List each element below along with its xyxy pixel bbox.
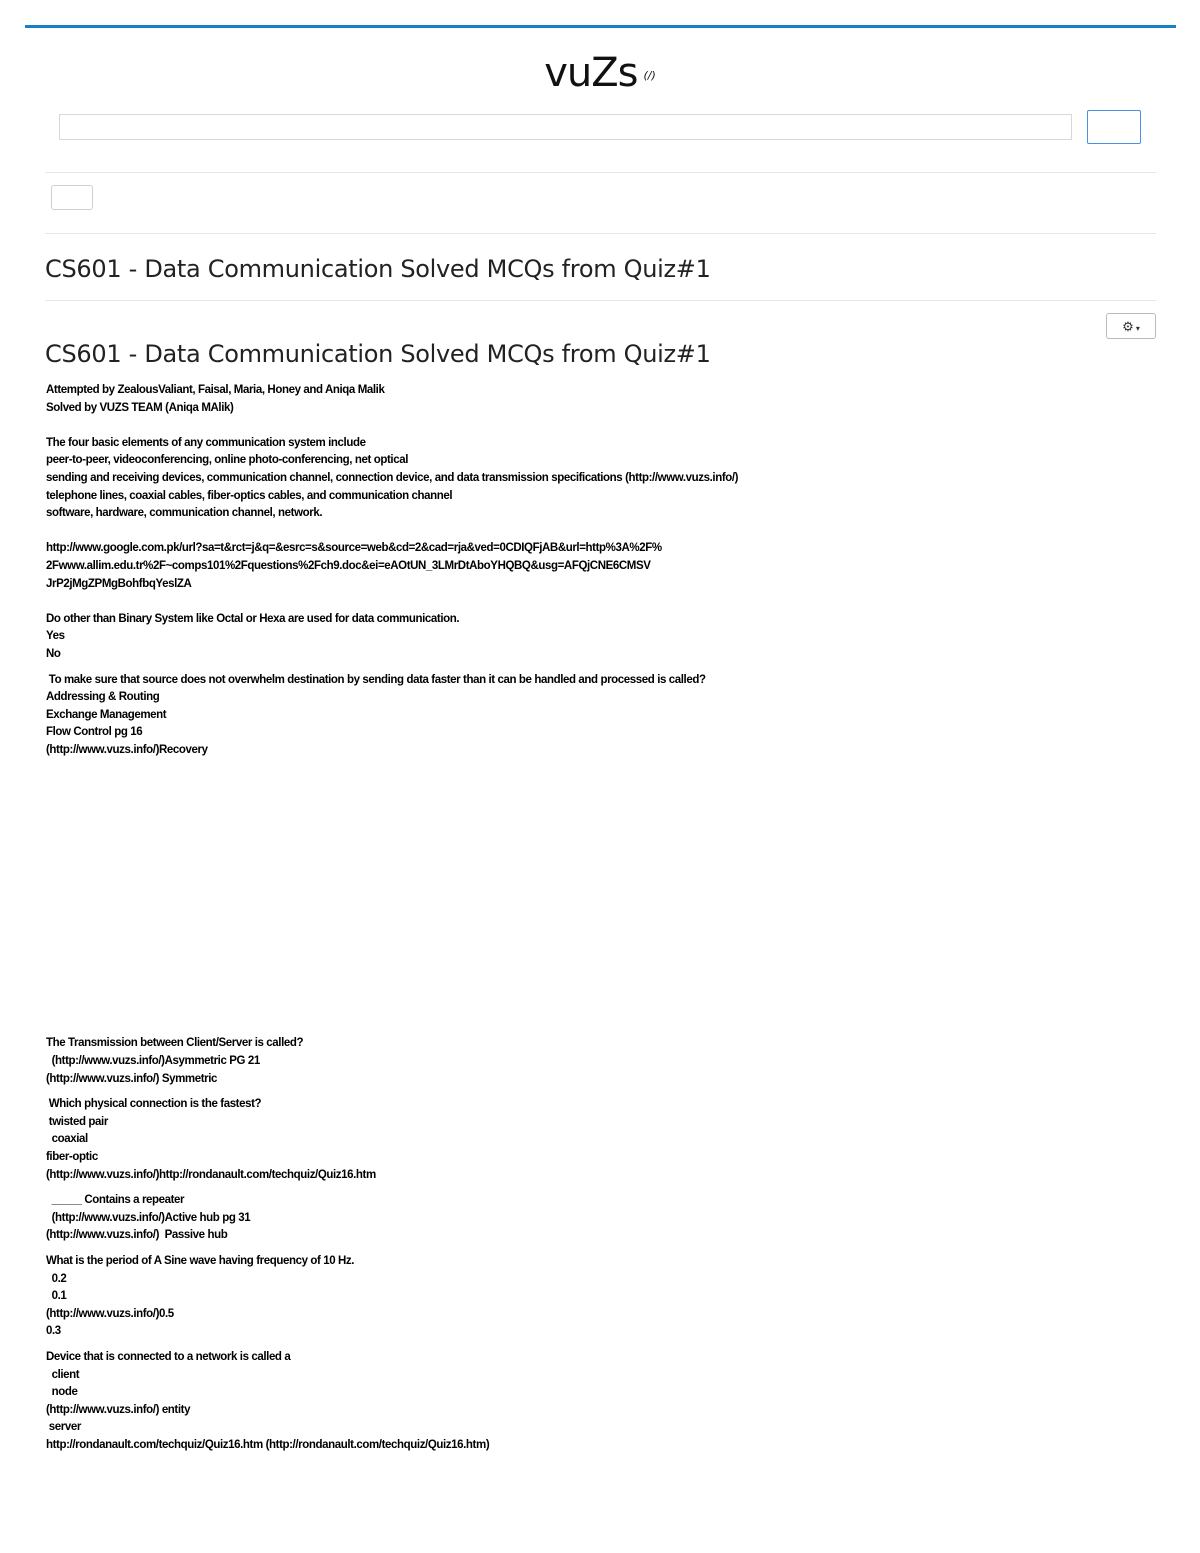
answer-option[interactable]: (http://www.vuzs.info/) entity [46,1403,191,1416]
source-url-line[interactable]: 2Fwww.allim.edu.tr%2F~comps101%2Fquestions%2Fch9.doc&ei=eAOtUN_3LMrDtAboYHQBQ&usg=AFQjCNE6CMSV [46,559,651,572]
answer-option: peer-to-peer, videoconferencing, online photo-conferencing, net optical [46,454,408,467]
question-text: The Transmission between Client/Server is called? [46,1037,304,1050]
answer-option: Exchange Management [46,708,167,721]
question-text: Do other than Binary System like Octal or Hexa are used for data communication. [46,612,460,625]
site-logo[interactable] [0,50,1200,96]
search-button[interactable] [1087,110,1141,144]
logo-text: vuZs [544,50,638,96]
question-text: To make sure that source does not overwhelm destination by sending data faster than it can be handled and processed is called? [46,673,706,686]
answer-option[interactable]: (http://www.vuzs.info/)http://rondanault.com/techquiz/Quiz16.htm [46,1168,376,1181]
answer-option[interactable]: (http://www.vuzs.info/)Recovery [46,743,208,756]
answer-option: client [46,1368,80,1381]
credit-line: Attempted by ZealousValiant, Faisal, Maria, Honey and Aniqa Malik [46,384,385,396]
answer-option[interactable]: (http://www.vuzs.info/)0.5 [46,1307,174,1320]
answer-option: fiber-optic [46,1151,98,1164]
top-accent-bar [25,25,1176,28]
answer-option: Addressing & Routing [46,691,160,704]
answer-option[interactable]: http://rondanault.com/techquiz/Quiz16.htm (http://rondanault.com/techquiz/Quiz16.htm) [46,1438,490,1451]
answer-option: 0.1 [46,1290,67,1303]
logo-home-link[interactable]: (/) [643,68,656,82]
answer-option[interactable]: sending and receiving devices, communication channel, connection device, and data transmission specifications (http://www.vuzs.info/) [46,471,739,484]
question-text: The four basic elements of any communication system include [46,436,366,449]
divider [45,300,1156,301]
answer-option: 0.3 [46,1325,61,1338]
options-dropdown-button[interactable] [1106,313,1156,339]
gear-icon: ⚙ [1122,319,1134,334]
divider [45,172,1156,173]
page-title: CS601 - Data Communication Solved MCQs from Quiz#1 [45,255,711,283]
question-text: What is the period of A Sine wave having frequency of 10 Hz. [46,1255,355,1267]
credit-line: Solved by VUZS TEAM (Aniqa MAlik) [46,401,234,414]
question-text: _____ Contains a repeater [46,1194,185,1207]
answer-option: coaxial [46,1133,88,1146]
answer-option[interactable]: (http://www.vuzs.info/) Passive hub [46,1229,228,1242]
answer-option: node [46,1386,78,1399]
menu-toggle-button[interactable] [51,185,93,210]
answer-option: server [46,1421,81,1434]
question-text: Device that is connected to a network is called a [46,1350,291,1363]
answer-option: No [46,647,61,660]
answer-option: Flow Control pg 16 [46,726,143,739]
answer-option: software, hardware, communication channel, network. [46,507,323,520]
divider [45,233,1156,234]
answer-option: telephone lines, coaxial cables, fiber-optics cables, and communication channel [46,489,453,502]
chevron-down-icon: ▾ [1135,324,1140,333]
search-input[interactable] [59,114,1072,140]
answer-option: Yes [46,630,65,643]
source-url-line[interactable]: JrP2jMgZPMgBohfbqYeslZA [46,577,192,590]
answer-option[interactable]: (http://www.vuzs.info/)Active hub pg 31 [46,1211,251,1224]
question-text: Which physical connection is the fastest? [46,1098,262,1111]
article-body [46,382,1146,1455]
article-title: CS601 - Data Communication Solved MCQs from Quiz#1 [45,340,711,368]
answer-option: 0.2 [46,1272,67,1285]
answer-option: twisted pair [46,1115,108,1128]
answer-option[interactable]: (http://www.vuzs.info/) Symmetric [46,1072,218,1085]
answer-option[interactable]: (http://www.vuzs.info/)Asymmetric PG 21 [46,1055,260,1068]
source-url-line[interactable]: http://www.google.com.pk/url?sa=t&rct=j&q=&esrc=s&source=web&cd=2&cad=rja&ved=0CDIQFjAB&url=http%3A%2F% [46,542,662,555]
